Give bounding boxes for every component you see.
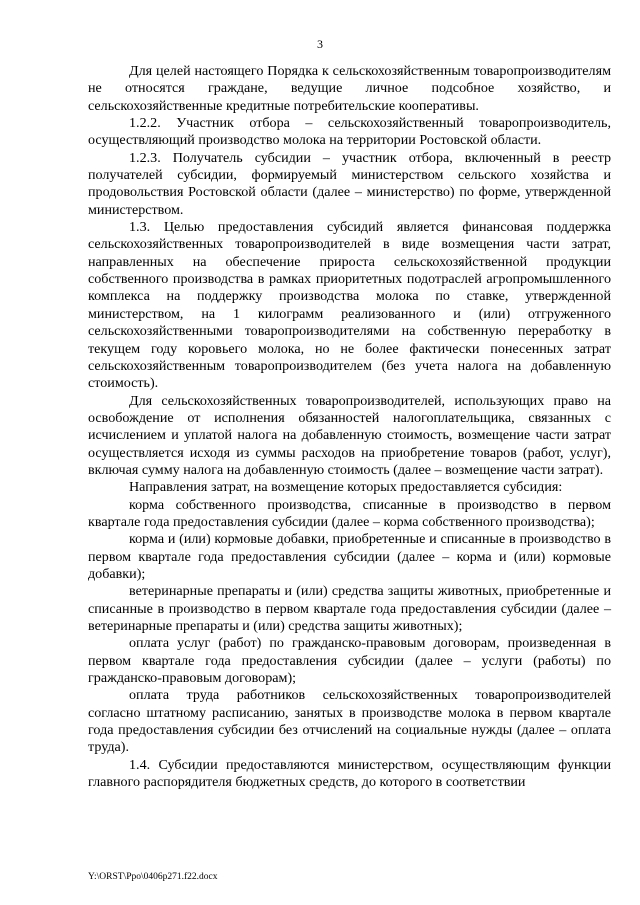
document-body (88, 63, 611, 791)
paragraph: 1.3. Целью предоставления субсидий является финансовая поддержка сельскохозяйственных товаропроизводителей в виде возмещения части затрат, направленных на обеспечение прироста сельскохозяйственной продукции собственного производства в рамках приоритетных подотраслей агропромышленного комплекса на поддержку производства молока по ставке, утвержденной министерством, на 1 килограмм реализованного и (или) отгруженного сельскохозяйственными товаропроизводителями на собственную переработку в текущем году коровьего молока, но не более фактически понесенных затрат сельскохозяйственным товаропроизводителем (без учета налога на добавленную стоимость). (88, 219, 611, 392)
footer-file-path: Y:\ORST\Ppo\0406p271.f22.docx (88, 872, 218, 882)
paragraph: Направления затрат, на возмещение которых предоставляется субсидия: (129, 479, 563, 496)
paragraph: Для целей настоящего Порядка к сельскохозяйственным товаропроизводителям не относятся граждане, ведущие личное подсобное хозяйство, и сельскохозяйственные кредитные потребительские кооперативы. (88, 63, 611, 114)
paragraph: 1.4. Субсидии предоставляются министерством, осуществляющим функции главного распорядителя бюджетных средств, до которого в соответствии (88, 756, 611, 791)
paragraph: 1.2.3. Получатель субсидии – участник отбора, включенный в реестр получателей субсидии, формируемый министерством сельского хозяйства и продовольствия Ростовской области (далее – министерство) по форме, утвержденной министерством. (88, 149, 611, 218)
paragraph: оплата труда работников сельскохозяйственных товаропроизводителей согласно штатному расписанию, занятых в производстве молока в первом квартале года предоставления субсидии без отчислений на социальные нужды (далее – оплата труда). (88, 687, 611, 756)
page-number: 3 (317, 37, 323, 51)
paragraph: корма собственного производства, списанные в производство в первом квартале года предоставления субсидии (далее – корма собственного производства); (88, 496, 611, 530)
paragraph: 1.2.2. Участник отбора – сельскохозяйственный товаропроизводитель, осуществляющий производство молока на территории Ростовской области. (88, 115, 611, 149)
paragraph: корма и (или) кормовые добавки, приобретенные и списанные в производство в первом квартале года предоставления субсидии (далее – корма и (или) кормовые добавки); (88, 531, 611, 582)
paragraph: Для сельскохозяйственных товаропроизводителей, использующих право на освобождение от исполнения обязанностей налогоплательщика, связанных с исчислением и уплатой налога на добавленную стоимость, возмещение части затрат осуществляется исходя из суммы расходов на приобретение товаров (работ, услуг), включая сумму налога на добавленную стоимость (далее – возмещение части затрат). (88, 392, 611, 478)
paragraph: ветеринарные препараты и (или) средства защиты животных, приобретенные и списанные в производство в первом квартале года предоставления субсидии (далее – ветеринарные препараты и (или) средства защиты животных); (88, 583, 611, 634)
paragraph: оплата услуг (работ) по гражданско-правовым договорам, произведенная в первом квартале года предоставления субсидии (далее – услуги (работы) по гражданско-правовым договорам); (88, 635, 611, 687)
